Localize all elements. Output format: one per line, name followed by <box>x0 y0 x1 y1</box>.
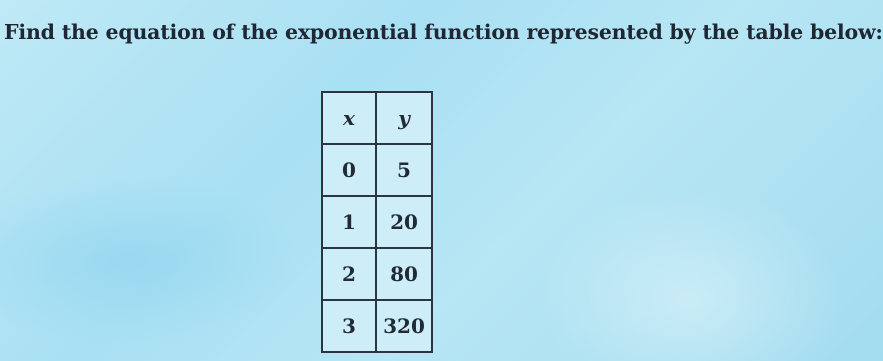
table-row <box>322 196 432 248</box>
table-row <box>322 248 432 300</box>
cell-x: 0 <box>322 144 376 196</box>
cell-y: 320 <box>376 300 432 352</box>
question-text: Find the equation of the exponential function represented by the table below: <box>4 20 883 44</box>
cell-x: 1 <box>322 196 376 248</box>
cell-y: 80 <box>376 248 432 300</box>
table-row <box>322 300 432 352</box>
cell-y: 5 <box>376 144 432 196</box>
cell-y: 20 <box>376 196 432 248</box>
header-x: x <box>322 92 376 144</box>
cell-x: 2 <box>322 248 376 300</box>
header-y: y <box>376 92 432 144</box>
table-header-row <box>322 92 432 144</box>
xy-value-table <box>321 91 433 353</box>
table-row <box>322 144 432 196</box>
cell-x: 3 <box>322 300 376 352</box>
